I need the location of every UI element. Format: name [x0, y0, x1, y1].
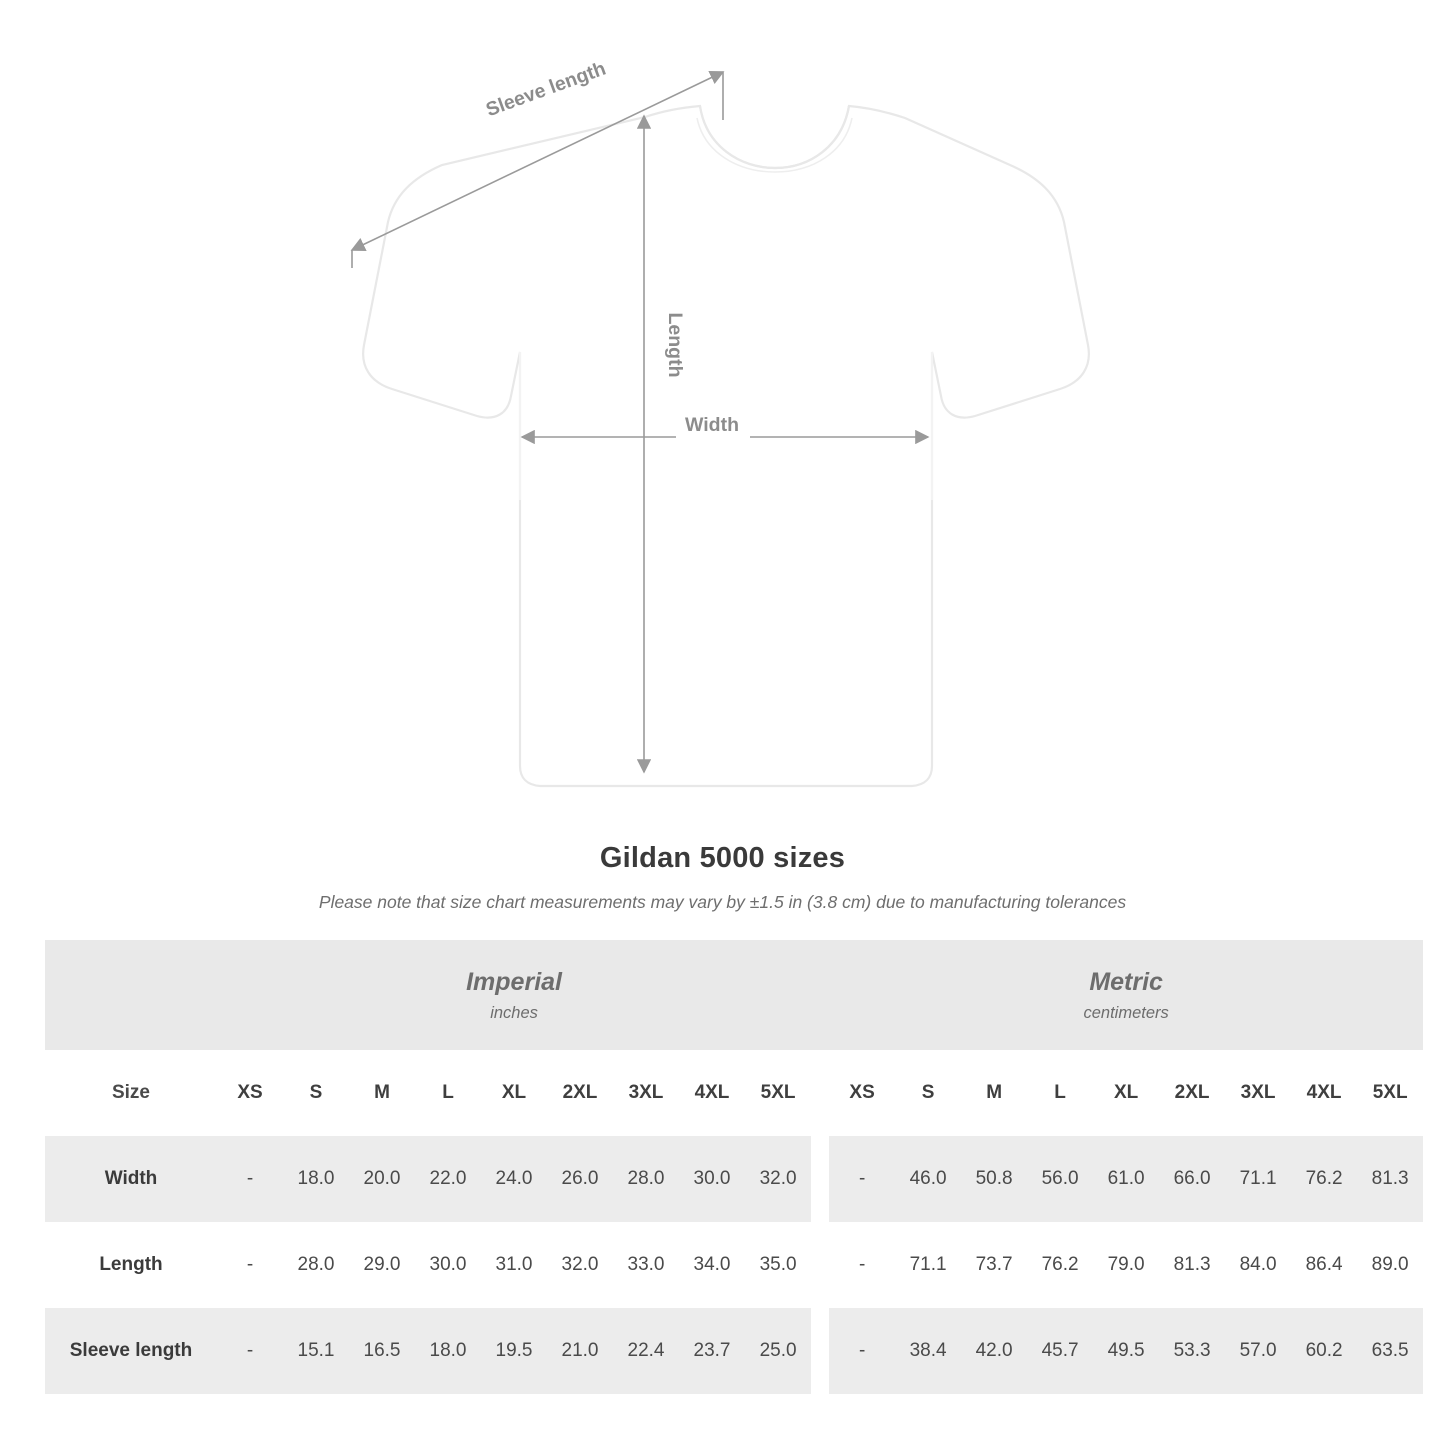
length-imperial-2xl: 32.0: [547, 1222, 613, 1308]
unit-metric-sub: centimeters: [1083, 1003, 1169, 1022]
size-imperial-4xl: 4XL: [679, 1050, 745, 1136]
length-imperial-5xl: 35.0: [745, 1222, 811, 1308]
size-metric-l: L: [1027, 1050, 1093, 1136]
sleeve-metric-s: 38.4: [895, 1308, 961, 1394]
width-metric-s: 46.0: [895, 1136, 961, 1222]
unit-banner-gap: [811, 940, 829, 1050]
sleeve-metric-xs: -: [829, 1308, 895, 1394]
width-label: Width: [685, 414, 739, 436]
width-metric-4xl: 76.2: [1291, 1136, 1357, 1222]
width-metric-xl: 61.0: [1093, 1136, 1159, 1222]
unit-banner-spacer: [45, 940, 217, 1050]
sleeve-metric-xl: 49.5: [1093, 1308, 1159, 1394]
size-imperial-m: M: [349, 1050, 415, 1136]
sleeve-metric-m: 42.0: [961, 1308, 1027, 1394]
sleeve-imperial-5xl: 25.0: [745, 1308, 811, 1394]
width-metric-3xl: 71.1: [1225, 1136, 1291, 1222]
length-imperial-s: 28.0: [283, 1222, 349, 1308]
chart-title: Gildan 5000 sizes: [599, 842, 846, 874]
sleeve-metric-4xl: 60.2: [1291, 1308, 1357, 1394]
sleeve-imperial-m: 16.5: [349, 1308, 415, 1394]
size-imperial-2xl: 2XL: [547, 1050, 613, 1136]
size-metric-m: M: [961, 1050, 1027, 1136]
size-metric-4xl: 4XL: [1291, 1050, 1357, 1136]
size-imperial-s: S: [283, 1050, 349, 1136]
unit-metric-name: Metric: [1089, 968, 1163, 997]
unit-banner-row: [45, 940, 1423, 1050]
row-label-length: Length: [45, 1222, 217, 1308]
size-metric-s: S: [895, 1050, 961, 1136]
sleeve-metric-3xl: 57.0: [1225, 1308, 1291, 1394]
length-gap: [811, 1222, 829, 1308]
length-metric-4xl: 86.4: [1291, 1222, 1357, 1308]
length-imperial-xs: -: [217, 1222, 283, 1308]
header-gap: [811, 1050, 829, 1136]
sleeve-imperial-3xl: 22.4: [613, 1308, 679, 1394]
length-imperial-4xl: 34.0: [679, 1222, 745, 1308]
size-table: [45, 940, 1423, 1394]
sleeve-imperial-xs: -: [217, 1308, 283, 1394]
row-label-width: Width: [45, 1136, 217, 1222]
length-metric-xl: 79.0: [1093, 1222, 1159, 1308]
header-size-label: Size: [45, 1050, 217, 1136]
size-table-wrapper: [45, 940, 1409, 1394]
width-metric-l: 56.0: [1027, 1136, 1093, 1222]
width-imperial-3xl: 28.0: [613, 1136, 679, 1222]
size-imperial-5xl: 5XL: [745, 1050, 811, 1136]
width-imperial-xs: -: [217, 1136, 283, 1222]
width-imperial-s: 18.0: [283, 1136, 349, 1222]
sleeve-gap: [811, 1308, 829, 1394]
length-imperial-xl: 31.0: [481, 1222, 547, 1308]
unit-imperial: [217, 940, 811, 1050]
width-imperial-4xl: 30.0: [679, 1136, 745, 1222]
width-imperial-l: 22.0: [415, 1136, 481, 1222]
size-metric-xl: XL: [1093, 1050, 1159, 1136]
tshirt-shape: [363, 106, 1089, 786]
size-imperial-xs: XS: [217, 1050, 283, 1136]
width-metric-2xl: 66.0: [1159, 1136, 1225, 1222]
sleeve-metric-l: 45.7: [1027, 1308, 1093, 1394]
sleeve-metric-2xl: 53.3: [1159, 1308, 1225, 1394]
length-imperial-3xl: 33.0: [613, 1222, 679, 1308]
length-metric-s: 71.1: [895, 1222, 961, 1308]
size-imperial-3xl: 3XL: [613, 1050, 679, 1136]
width-gap: [811, 1136, 829, 1222]
size-metric-3xl: 3XL: [1225, 1050, 1291, 1136]
length-metric-3xl: 84.0: [1225, 1222, 1291, 1308]
sleeve-imperial-4xl: 23.7: [679, 1308, 745, 1394]
size-imperial-xl: XL: [481, 1050, 547, 1136]
width-imperial-2xl: 26.0: [547, 1136, 613, 1222]
length-metric-5xl: 89.0: [1357, 1222, 1423, 1308]
length-metric-2xl: 81.3: [1159, 1222, 1225, 1308]
unit-metric: [829, 940, 1423, 1050]
width-imperial-xl: 24.0: [481, 1136, 547, 1222]
width-metric-xs: -: [829, 1136, 895, 1222]
size-imperial-l: L: [415, 1050, 481, 1136]
width-imperial-5xl: 32.0: [745, 1136, 811, 1222]
width-imperial-m: 20.0: [349, 1136, 415, 1222]
width-metric-m: 50.8: [961, 1136, 1027, 1222]
length-label: Length: [664, 312, 686, 378]
row-label-sleeve-length: Sleeve length: [45, 1308, 217, 1394]
length-imperial-m: 29.0: [349, 1222, 415, 1308]
length-metric-xs: -: [829, 1222, 895, 1308]
sleeve-imperial-s: 15.1: [283, 1308, 349, 1394]
size-metric-5xl: 5XL: [1357, 1050, 1423, 1136]
length-metric-l: 76.2: [1027, 1222, 1093, 1308]
sleeve-metric-5xl: 63.5: [1357, 1308, 1423, 1394]
table-row-width: [45, 1136, 1423, 1222]
length-metric-m: 73.7: [961, 1222, 1027, 1308]
width-metric-5xl: 81.3: [1357, 1136, 1423, 1222]
length-imperial-l: 30.0: [415, 1222, 481, 1308]
table-row-sleeve-length: [45, 1308, 1423, 1394]
table-header-row: [45, 1050, 1423, 1136]
sleeve-imperial-l: 18.0: [415, 1308, 481, 1394]
sleeve-imperial-xl: 19.5: [481, 1308, 547, 1394]
unit-imperial-name: Imperial: [466, 968, 562, 997]
sleeve-length-label: Sleeve length: [483, 57, 609, 122]
unit-imperial-sub: inches: [490, 1003, 538, 1022]
title-block: [0, 842, 1445, 913]
table-row-length: [45, 1222, 1423, 1308]
chart-note: Please note that size chart measurements may vary by ±1.5 in (3.8 cm) due to manufacturing tolerances: [318, 892, 1127, 912]
size-metric-2xl: 2XL: [1159, 1050, 1225, 1136]
sleeve-imperial-2xl: 21.0: [547, 1308, 613, 1394]
size-metric-xs: XS: [829, 1050, 895, 1136]
